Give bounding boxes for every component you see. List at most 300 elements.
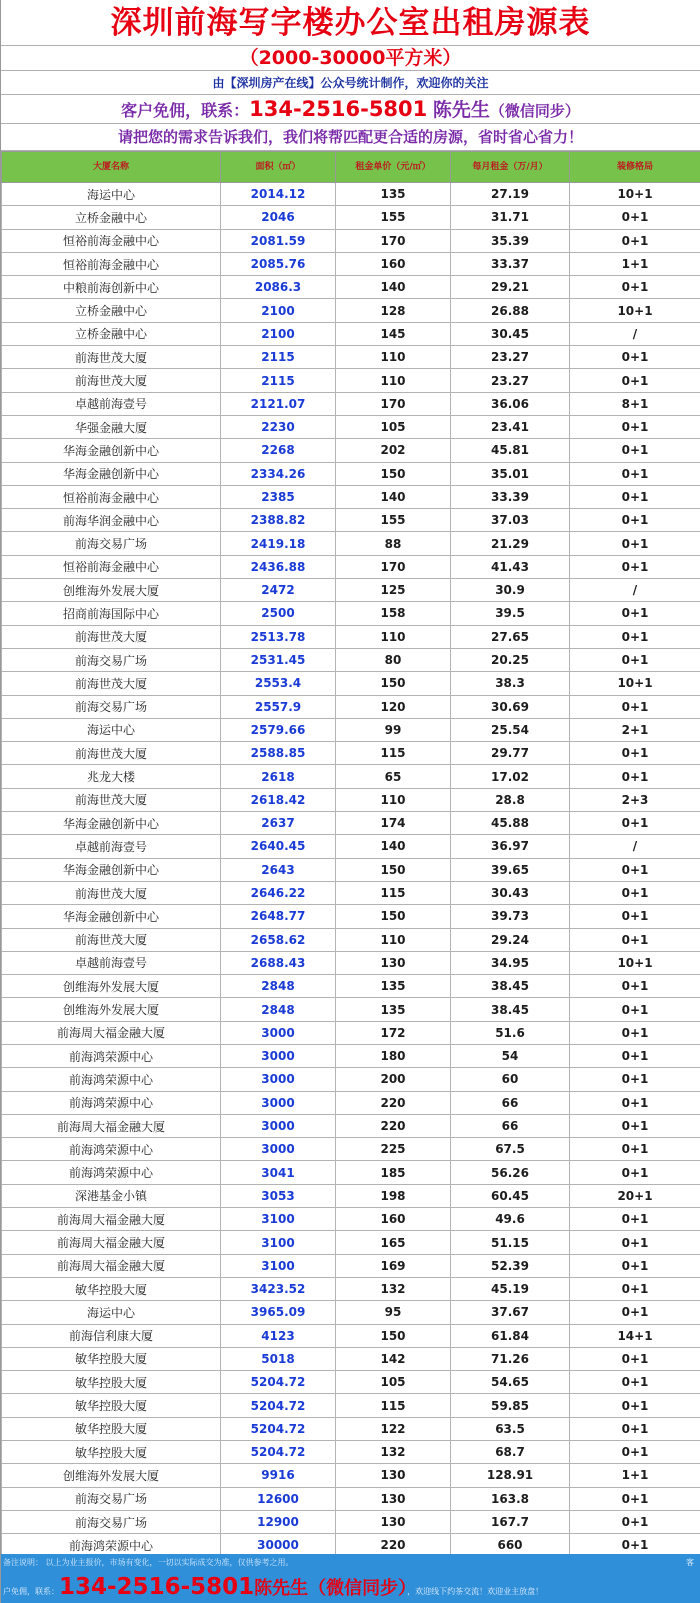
- cell-layout: 0+1: [570, 812, 700, 835]
- table-header-row: [2, 152, 700, 183]
- cell-unit-price: 165: [336, 1231, 451, 1254]
- cell-area: 12600: [221, 1487, 336, 1510]
- cell-building: 华海金融创新中心: [2, 462, 221, 485]
- cell-layout: 0+1: [570, 858, 700, 881]
- table-row: [2, 462, 700, 485]
- cell-area: 2385: [221, 485, 336, 508]
- cell-unit-price: 110: [336, 625, 451, 648]
- cell-monthly-rent: 36.97: [451, 835, 570, 858]
- cell-monthly-rent: 45.19: [451, 1277, 570, 1300]
- cell-unit-price: 150: [336, 462, 451, 485]
- cell-unit-price: 128: [336, 299, 451, 322]
- cell-building: 前海世茂大厦: [2, 346, 221, 369]
- cell-unit-price: 130: [336, 1464, 451, 1487]
- cell-layout: 1+1: [570, 1464, 700, 1487]
- cell-building: 前海周大福金融大厦: [2, 1114, 221, 1137]
- table-row: [2, 532, 700, 555]
- table-row: [2, 206, 700, 229]
- footer-note-tail: 客: [686, 1558, 694, 1567]
- footer-banner: [1, 1554, 700, 1603]
- cell-layout: 0+1: [570, 346, 700, 369]
- cell-monthly-rent: 52.39: [451, 1254, 570, 1277]
- cell-monthly-rent: 67.5: [451, 1138, 570, 1161]
- col-header-unit-price: 租金单价（元/㎡）: [336, 152, 451, 183]
- table-row: [2, 1277, 700, 1300]
- cell-building: 敏华控股大厦: [2, 1347, 221, 1370]
- cell-layout: 0+1: [570, 1510, 700, 1533]
- cell-monthly-rent: 37.03: [451, 509, 570, 532]
- cell-building: 前海世茂大厦: [2, 788, 221, 811]
- table-row: [2, 1184, 700, 1207]
- col-header-monthly-rent: 每月租金（万/月）: [451, 152, 570, 183]
- cell-layout: 0+1: [570, 1091, 700, 1114]
- cell-building: 前海周大福金融大厦: [2, 1254, 221, 1277]
- cell-area: 2472: [221, 579, 336, 602]
- cell-building: 深港基金小镇: [2, 1184, 221, 1207]
- cell-building: 恒裕前海金融中心: [2, 485, 221, 508]
- cell-building: 立桥金融中心: [2, 299, 221, 322]
- cell-monthly-rent: 36.06: [451, 392, 570, 415]
- cell-layout: 0+1: [570, 1044, 700, 1067]
- cell-monthly-rent: 20.25: [451, 648, 570, 671]
- cell-layout: 0+1: [570, 1371, 700, 1394]
- cell-unit-price: 180: [336, 1044, 451, 1067]
- table-row: [2, 602, 700, 625]
- cell-area: 2513.78: [221, 625, 336, 648]
- cell-layout: 0+1: [570, 1231, 700, 1254]
- table-row: [2, 998, 700, 1021]
- cell-layout: 0+1: [570, 1277, 700, 1300]
- cell-unit-price: 105: [336, 1371, 451, 1394]
- table-row: [2, 951, 700, 974]
- contact-wechat: （微信同步）: [489, 102, 580, 120]
- cell-building: 恒裕前海金融中心: [2, 229, 221, 252]
- table-row: [2, 485, 700, 508]
- cell-building: 海运中心: [2, 1301, 221, 1324]
- request-banner: 请把您的需求告诉我们，我们将帮匹配更合适的房源，省时省心省力！: [1, 124, 700, 151]
- cell-layout: 0+1: [570, 625, 700, 648]
- footer-note-text: 备注说明： 以上为业主报价，市场有变化，一切以实际成交为准，仅供参考之用。: [3, 1558, 294, 1567]
- cell-building: 创维海外发展大厦: [2, 975, 221, 998]
- table-row: [2, 579, 700, 602]
- cell-area: 2334.26: [221, 462, 336, 485]
- cell-unit-price: 65: [336, 765, 451, 788]
- table-row: [2, 975, 700, 998]
- cell-layout: 0+1: [570, 905, 700, 928]
- cell-building: 前海周大福金融大厦: [2, 1208, 221, 1231]
- cell-building: 前海鸿荣源中心: [2, 1068, 221, 1091]
- cell-building: 华海金融创新中心: [2, 858, 221, 881]
- cell-layout: 0+1: [570, 229, 700, 252]
- cell-area: 3000: [221, 1138, 336, 1161]
- table-row: [2, 369, 700, 392]
- cell-unit-price: 220: [336, 1114, 451, 1137]
- cell-monthly-rent: 23.27: [451, 369, 570, 392]
- cell-building: 前海交易广场: [2, 1510, 221, 1533]
- cell-layout: 0+1: [570, 369, 700, 392]
- cell-building: 华海金融创新中心: [2, 905, 221, 928]
- cell-monthly-rent: 29.24: [451, 928, 570, 951]
- table-row: [2, 881, 700, 904]
- table-row: [2, 276, 700, 299]
- cell-area: 2553.4: [221, 672, 336, 695]
- cell-area: 2640.45: [221, 835, 336, 858]
- cell-building: 前海世茂大厦: [2, 625, 221, 648]
- cell-building: 创维海外发展大厦: [2, 1464, 221, 1487]
- cell-area: 2848: [221, 998, 336, 1021]
- contact-prefix: 客户免佣，联系：: [121, 101, 250, 120]
- page-title: 深圳前海写字楼办公室出租房源表: [1, 0, 700, 46]
- cell-building: 创维海外发展大厦: [2, 579, 221, 602]
- table-row: [2, 1254, 700, 1277]
- cell-monthly-rent: 59.85: [451, 1394, 570, 1417]
- table-row: [2, 1347, 700, 1370]
- cell-area: 2100: [221, 299, 336, 322]
- cell-unit-price: 130: [336, 1510, 451, 1533]
- table-row: [2, 858, 700, 881]
- cell-area: 2085.76: [221, 252, 336, 275]
- cell-layout: 0+1: [570, 1487, 700, 1510]
- cell-unit-price: 155: [336, 206, 451, 229]
- cell-building: 敏华控股大厦: [2, 1417, 221, 1440]
- cell-layout: 0+1: [570, 602, 700, 625]
- cell-monthly-rent: 128.91: [451, 1464, 570, 1487]
- cell-unit-price: 130: [336, 951, 451, 974]
- table-row: [2, 1510, 700, 1533]
- cell-unit-price: 120: [336, 695, 451, 718]
- cell-monthly-rent: 33.37: [451, 252, 570, 275]
- cell-building: 敏华控股大厦: [2, 1441, 221, 1464]
- table-row: [2, 1021, 700, 1044]
- cell-monthly-rent: 167.7: [451, 1510, 570, 1533]
- cell-unit-price: 155: [336, 509, 451, 532]
- producer-credit: 由【深圳房产在线】公众号统计制作，欢迎你的关注: [1, 71, 700, 95]
- cell-unit-price: 99: [336, 718, 451, 741]
- table-row: [2, 1044, 700, 1067]
- cell-unit-price: 132: [336, 1441, 451, 1464]
- cell-unit-price: 170: [336, 392, 451, 415]
- table-row: [2, 765, 700, 788]
- cell-area: 2637: [221, 812, 336, 835]
- table-row: [2, 1441, 700, 1464]
- table-row: [2, 718, 700, 741]
- cell-monthly-rent: 38.45: [451, 975, 570, 998]
- cell-area: 5018: [221, 1347, 336, 1370]
- cell-layout: 2+3: [570, 788, 700, 811]
- table-row: [2, 695, 700, 718]
- cell-layout: 10+1: [570, 183, 700, 206]
- cell-building: 前海鸿荣源中心: [2, 1138, 221, 1161]
- cell-unit-price: 140: [336, 485, 451, 508]
- cell-area: 3000: [221, 1021, 336, 1044]
- table-row: [2, 555, 700, 578]
- cell-area: 2588.85: [221, 742, 336, 765]
- cell-layout: 0+1: [570, 462, 700, 485]
- cell-monthly-rent: 30.9: [451, 579, 570, 602]
- cell-building: 前海世茂大厦: [2, 369, 221, 392]
- cell-monthly-rent: 61.84: [451, 1324, 570, 1347]
- cell-monthly-rent: 49.6: [451, 1208, 570, 1231]
- cell-area: 2081.59: [221, 229, 336, 252]
- cell-area: 2648.77: [221, 905, 336, 928]
- cell-monthly-rent: 29.21: [451, 276, 570, 299]
- cell-unit-price: 160: [336, 1208, 451, 1231]
- cell-unit-price: 169: [336, 1254, 451, 1277]
- cell-monthly-rent: 35.01: [451, 462, 570, 485]
- cell-monthly-rent: 23.41: [451, 415, 570, 438]
- table-row: [2, 1138, 700, 1161]
- cell-unit-price: 88: [336, 532, 451, 555]
- footer-contact-lead: 户免佣，联系：: [3, 1587, 59, 1596]
- cell-layout: 0+1: [570, 695, 700, 718]
- cell-unit-price: 132: [336, 1277, 451, 1300]
- cell-monthly-rent: 71.26: [451, 1347, 570, 1370]
- table-row: [2, 1208, 700, 1231]
- cell-unit-price: 172: [336, 1021, 451, 1044]
- cell-monthly-rent: 60.45: [451, 1184, 570, 1207]
- cell-area: 3000: [221, 1091, 336, 1114]
- cell-layout: 0+1: [570, 1208, 700, 1231]
- cell-unit-price: 110: [336, 369, 451, 392]
- cell-unit-price: 150: [336, 858, 451, 881]
- cell-unit-price: 150: [336, 1324, 451, 1347]
- cell-building: 卓越前海壹号: [2, 835, 221, 858]
- cell-layout: 0+1: [570, 555, 700, 578]
- table-row: [2, 1231, 700, 1254]
- cell-layout: 0+1: [570, 1417, 700, 1440]
- cell-unit-price: 110: [336, 928, 451, 951]
- table-row: [2, 299, 700, 322]
- cell-area: 2848: [221, 975, 336, 998]
- cell-building: 前海鸿荣源中心: [2, 1091, 221, 1114]
- cell-monthly-rent: 45.81: [451, 439, 570, 462]
- cell-building: 前海世茂大厦: [2, 881, 221, 904]
- cell-monthly-rent: 60: [451, 1068, 570, 1091]
- cell-unit-price: 200: [336, 1068, 451, 1091]
- cell-layout: 0+1: [570, 648, 700, 671]
- cell-layout: 0+1: [570, 998, 700, 1021]
- cell-building: 立桥金融中心: [2, 206, 221, 229]
- table-row: [2, 742, 700, 765]
- table-row: [2, 672, 700, 695]
- cell-area: 3965.09: [221, 1301, 336, 1324]
- cell-area: 2014.12: [221, 183, 336, 206]
- cell-monthly-rent: 23.27: [451, 346, 570, 369]
- table-row: [2, 812, 700, 835]
- cell-area: 2268: [221, 439, 336, 462]
- table-row: [2, 1301, 700, 1324]
- cell-area: 4123: [221, 1324, 336, 1347]
- table-row: [2, 183, 700, 206]
- cell-building: 前海世茂大厦: [2, 672, 221, 695]
- cell-layout: /: [570, 322, 700, 345]
- cell-unit-price: 174: [336, 812, 451, 835]
- cell-monthly-rent: 27.65: [451, 625, 570, 648]
- cell-layout: /: [570, 835, 700, 858]
- cell-area: 3000: [221, 1068, 336, 1091]
- cell-building: 招商前海国际中心: [2, 602, 221, 625]
- cell-area: 5204.72: [221, 1371, 336, 1394]
- cell-layout: 0+1: [570, 1138, 700, 1161]
- table-row: [2, 322, 700, 345]
- area-range-subtitle: （2000-30000平方米）: [1, 46, 700, 71]
- cell-layout: 0+1: [570, 439, 700, 462]
- cell-monthly-rent: 39.5: [451, 602, 570, 625]
- cell-monthly-rent: 660: [451, 1534, 570, 1557]
- cell-unit-price: 115: [336, 1394, 451, 1417]
- cell-building: 前海世茂大厦: [2, 742, 221, 765]
- cell-monthly-rent: 66: [451, 1114, 570, 1137]
- cell-area: 3000: [221, 1114, 336, 1137]
- cell-monthly-rent: 38.45: [451, 998, 570, 1021]
- cell-layout: /: [570, 579, 700, 602]
- cell-unit-price: 135: [336, 183, 451, 206]
- cell-building: 前海交易广场: [2, 695, 221, 718]
- cell-monthly-rent: 51.15: [451, 1231, 570, 1254]
- cell-unit-price: 135: [336, 975, 451, 998]
- cell-unit-price: 115: [336, 742, 451, 765]
- cell-unit-price: 110: [336, 788, 451, 811]
- cell-building: 华强金融大厦: [2, 415, 221, 438]
- cell-monthly-rent: 30.43: [451, 881, 570, 904]
- table-row: [2, 509, 700, 532]
- cell-area: 3100: [221, 1208, 336, 1231]
- cell-layout: 0+1: [570, 975, 700, 998]
- cell-monthly-rent: 41.43: [451, 555, 570, 578]
- cell-monthly-rent: 66: [451, 1091, 570, 1114]
- cell-area: 2115: [221, 369, 336, 392]
- cell-monthly-rent: 21.29: [451, 532, 570, 555]
- col-header-layout: 装修格局: [570, 152, 700, 183]
- cell-unit-price: 185: [336, 1161, 451, 1184]
- cell-unit-price: 122: [336, 1417, 451, 1440]
- table-row: [2, 439, 700, 462]
- cell-monthly-rent: 30.69: [451, 695, 570, 718]
- cell-monthly-rent: 37.67: [451, 1301, 570, 1324]
- cell-layout: 0+1: [570, 881, 700, 904]
- footer-contact: [1, 1572, 700, 1603]
- cell-area: 5204.72: [221, 1441, 336, 1464]
- cell-monthly-rent: 28.8: [451, 788, 570, 811]
- cell-layout: 0+1: [570, 532, 700, 555]
- cell-layout: 0+1: [570, 1347, 700, 1370]
- cell-layout: 2+1: [570, 718, 700, 741]
- cell-building: 前海世茂大厦: [2, 928, 221, 951]
- cell-area: 2419.18: [221, 532, 336, 555]
- cell-monthly-rent: 163.8: [451, 1487, 570, 1510]
- table-row: [2, 229, 700, 252]
- cell-layout: 0+1: [570, 1534, 700, 1557]
- cell-area: 2046: [221, 206, 336, 229]
- cell-building: 海运中心: [2, 718, 221, 741]
- cell-area: 2579.66: [221, 718, 336, 741]
- cell-layout: 10+1: [570, 672, 700, 695]
- cell-monthly-rent: 68.7: [451, 1441, 570, 1464]
- cell-area: 2100: [221, 322, 336, 345]
- cell-unit-price: 135: [336, 998, 451, 1021]
- cell-area: 2646.22: [221, 881, 336, 904]
- cell-building: 前海华润金融中心: [2, 509, 221, 532]
- cell-layout: 10+1: [570, 299, 700, 322]
- table-row: [2, 788, 700, 811]
- cell-unit-price: 80: [336, 648, 451, 671]
- cell-layout: 20+1: [570, 1184, 700, 1207]
- table-row: [2, 1487, 700, 1510]
- cell-unit-price: 145: [336, 322, 451, 345]
- cell-layout: 0+1: [570, 765, 700, 788]
- cell-building: 前海交易广场: [2, 648, 221, 671]
- cell-layout: 0+1: [570, 1301, 700, 1324]
- cell-area: 2643: [221, 858, 336, 881]
- cell-unit-price: 220: [336, 1534, 451, 1557]
- cell-monthly-rent: 25.54: [451, 718, 570, 741]
- cell-area: 2230: [221, 415, 336, 438]
- cell-building: 华海金融创新中心: [2, 439, 221, 462]
- cell-area: 2115: [221, 346, 336, 369]
- cell-area: 2658.62: [221, 928, 336, 951]
- cell-layout: 0+1: [570, 928, 700, 951]
- footer-phone: 134-2516-5801: [59, 1574, 255, 1600]
- cell-unit-price: 140: [336, 276, 451, 299]
- cell-layout: 0+1: [570, 509, 700, 532]
- cell-monthly-rent: 33.39: [451, 485, 570, 508]
- cell-monthly-rent: 30.45: [451, 322, 570, 345]
- cell-building: 卓越前海壹号: [2, 951, 221, 974]
- cell-monthly-rent: 34.95: [451, 951, 570, 974]
- contact-phone: 134-2516-5801: [249, 97, 428, 121]
- cell-layout: 0+1: [570, 1394, 700, 1417]
- cell-monthly-rent: 51.6: [451, 1021, 570, 1044]
- cell-monthly-rent: 54: [451, 1044, 570, 1067]
- cell-building: 敏华控股大厦: [2, 1394, 221, 1417]
- cell-building: 立桥金融中心: [2, 322, 221, 345]
- cell-building: 恒裕前海金融中心: [2, 252, 221, 275]
- cell-area: 2086.3: [221, 276, 336, 299]
- cell-area: 3100: [221, 1254, 336, 1277]
- cell-layout: 0+1: [570, 276, 700, 299]
- cell-layout: 10+1: [570, 951, 700, 974]
- cell-area: 3041: [221, 1161, 336, 1184]
- table-row: [2, 415, 700, 438]
- cell-area: 2557.9: [221, 695, 336, 718]
- cell-building: 前海信利康大厦: [2, 1324, 221, 1347]
- cell-building: 前海周大福金融大厦: [2, 1021, 221, 1044]
- cell-building: 前海鸿荣源中心: [2, 1161, 221, 1184]
- table-row: [2, 1464, 700, 1487]
- cell-monthly-rent: 35.39: [451, 229, 570, 252]
- cell-layout: 0+1: [570, 1161, 700, 1184]
- cell-building: 华海金融创新中心: [2, 812, 221, 835]
- cell-monthly-rent: 17.02: [451, 765, 570, 788]
- footer-contact-tail: ，欢迎线下约茶交流！欢迎业主放盘！: [407, 1587, 544, 1596]
- cell-building: 前海周大福金融大厦: [2, 1231, 221, 1254]
- table-row: [2, 928, 700, 951]
- cell-monthly-rent: 63.5: [451, 1417, 570, 1440]
- listing-rows: [2, 183, 700, 1558]
- cell-area: 3100: [221, 1231, 336, 1254]
- cell-area: 5204.72: [221, 1417, 336, 1440]
- table-row: [2, 648, 700, 671]
- cell-area: 2500: [221, 602, 336, 625]
- cell-area: 2388.82: [221, 509, 336, 532]
- cell-building: 前海鸿荣源中心: [2, 1534, 221, 1557]
- table-row: [2, 835, 700, 858]
- cell-unit-price: 220: [336, 1091, 451, 1114]
- cell-area: 2618.42: [221, 788, 336, 811]
- cell-layout: 8+1: [570, 392, 700, 415]
- cell-monthly-rent: 39.73: [451, 905, 570, 928]
- footer-note: [1, 1554, 700, 1572]
